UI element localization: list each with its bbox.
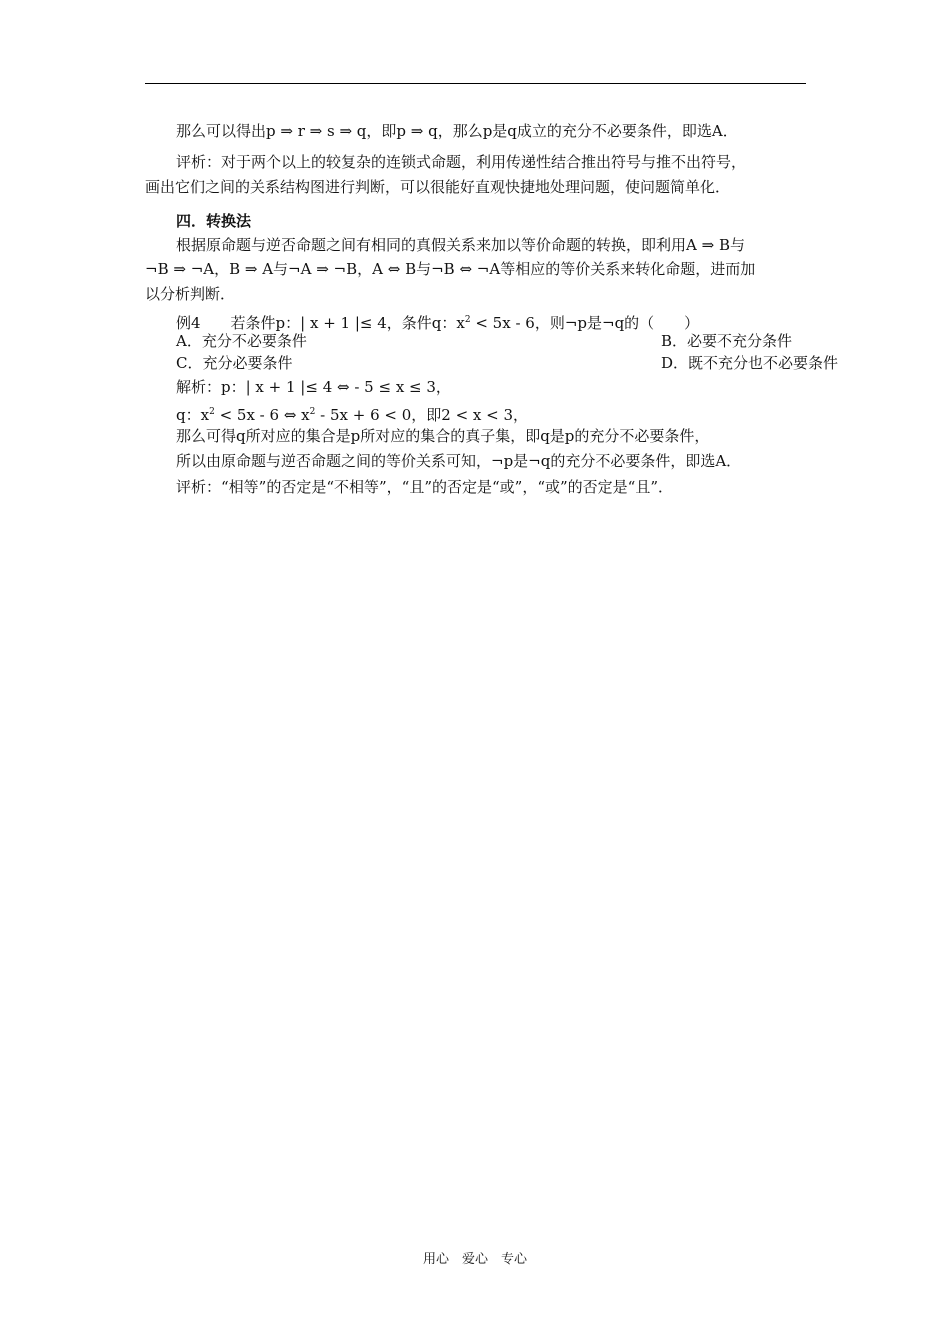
solution-q-a: q：x bbox=[176, 406, 210, 424]
header-rule bbox=[145, 83, 806, 84]
text-line-comment-2: 画出它们之间的关系结构图进行判断，可以很能好直观快捷地处理问题，使问题简单化． bbox=[145, 178, 731, 196]
solution-line-subset: 那么可得q所对应的集合是p所对应的集合的真子集，即q是p的充分不必要条件， bbox=[176, 427, 710, 445]
exponent: 2 bbox=[464, 315, 471, 325]
options-row-2 bbox=[176, 352, 846, 374]
exponent-2: 2 bbox=[309, 407, 316, 417]
solution-line-answer: 所以由原命题与逆否命题之间的等价关系可知，¬p是¬q的充分不必要条件，即选A． bbox=[176, 452, 742, 470]
comment-line: 评析：“相等”的否定是“不相等”，“且”的否定是“或”，“或”的否定是“且”． bbox=[176, 478, 674, 496]
solution-line-q bbox=[176, 401, 846, 426]
solution-q-b: < 5x - 6 ⇔ x bbox=[214, 406, 310, 424]
option-d: D．既不充分也不必要条件 bbox=[661, 354, 839, 372]
solution-line-p: 解析：p：| x + 1 |≤ 4 ⇔ - 5 ≤ x ≤ 3， bbox=[176, 378, 451, 396]
options-row-1 bbox=[176, 330, 846, 352]
text-line-method-1: 根据原命题与逆否命题之间有相同的真假关系来加以等价命题的转换，即利用A ⇒ B与 bbox=[176, 236, 745, 254]
text-line-conclusion: 那么可以得出p ⇒ r ⇒ s ⇒ q，即p ⇒ q，那么p是q成立的充分不必要条件，即选A． bbox=[176, 122, 738, 140]
solution-q-c: - 5x + 6 < 0，即2 < x < 3， bbox=[315, 406, 529, 424]
example-question-b: < 5x - 6，则¬p是¬q的（ ） bbox=[470, 314, 700, 332]
option-a: A．充分不必要条件 bbox=[176, 332, 307, 350]
option-c: C．充分必要条件 bbox=[176, 354, 293, 372]
option-b: B．必要不充分条件 bbox=[661, 332, 793, 350]
text-line-method-2: ¬B ⇒ ¬A，B ⇒ A与¬A ⇒ ¬B，A ⇔ B与¬B ⇔ ¬A等相应的等价关系来转化命题，进而加 bbox=[145, 260, 756, 278]
text-line-comment-1: 评析：对于两个以上的较复杂的连锁式命题，利用传递性结合推出符号与推不出符号， bbox=[176, 153, 747, 171]
page-footer: 用心 爱心 专心 bbox=[422, 1252, 527, 1267]
text-line-method-3: 以分析判断． bbox=[145, 285, 236, 303]
example-question-a: 例4 若条件p：| x + 1 |≤ 4，条件q：x bbox=[176, 314, 465, 332]
section-heading: 四．转换法 bbox=[176, 212, 252, 230]
exponent-1: 2 bbox=[209, 407, 215, 417]
